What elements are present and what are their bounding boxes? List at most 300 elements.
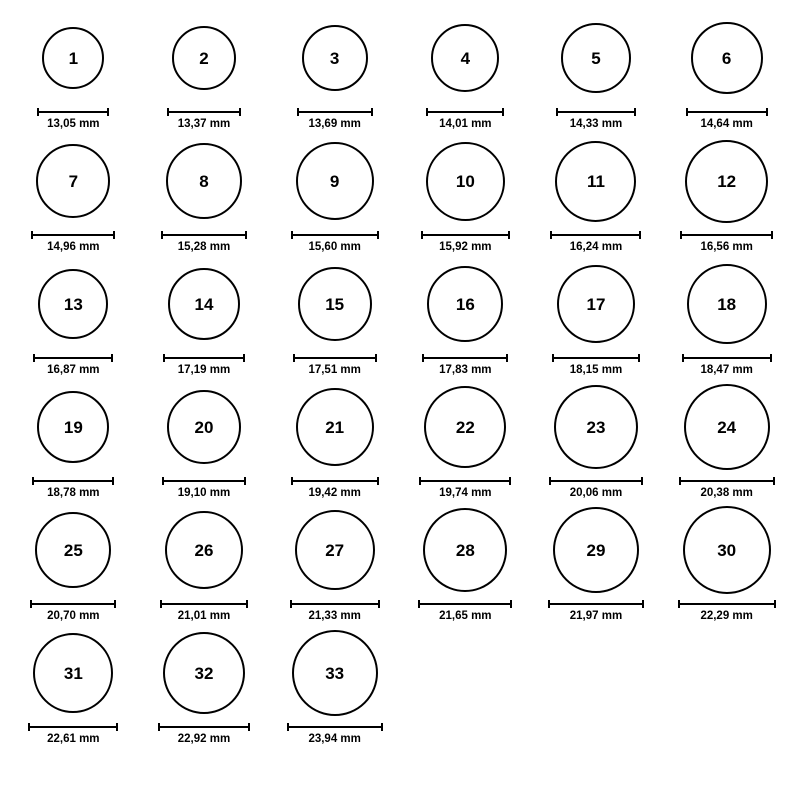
ring-size-cell[interactable] <box>269 133 400 256</box>
ring-circle-wrap <box>298 256 372 352</box>
ring-size-cell[interactable] <box>8 10 139 133</box>
caliper-tick-right <box>766 108 768 116</box>
caliper-tick-right <box>378 600 380 608</box>
ring-size-number: 18 <box>717 294 737 314</box>
ring-circle[interactable] <box>683 506 771 594</box>
caliper-tick-left <box>167 108 169 116</box>
ring-size-cell[interactable] <box>269 256 400 379</box>
ring-circle-wrap <box>684 379 770 475</box>
ring-circle-wrap <box>691 10 763 106</box>
caliper-icon <box>287 723 383 731</box>
ring-size-number: 6 <box>721 48 732 68</box>
caliper-tick-left <box>552 354 554 362</box>
caliper-bar <box>419 480 511 482</box>
caliper-bar <box>552 357 640 359</box>
ring-circle-wrap <box>42 10 104 106</box>
caliper-tick-right <box>243 354 245 362</box>
caliper-tick-right <box>244 477 246 485</box>
caliper-tick-right <box>371 108 373 116</box>
caliper-icon <box>679 477 775 485</box>
caliper-tick-right <box>510 600 512 608</box>
ring-size-cell[interactable] <box>139 10 270 133</box>
ring-circle-wrap <box>427 256 503 352</box>
caliper-icon <box>293 354 377 362</box>
ring-circle-wrap <box>685 133 768 229</box>
ring-grid <box>8 10 792 748</box>
ring-measurement <box>291 477 379 500</box>
caliper-tick-left <box>163 354 165 362</box>
ring-circle-wrap <box>296 379 374 475</box>
caliper-icon <box>291 231 379 239</box>
ring-diameter-label: 20,06 mm <box>569 487 623 499</box>
caliper-bar <box>163 357 245 359</box>
caliper-tick-right <box>641 477 643 485</box>
ring-measurement <box>162 477 246 500</box>
caliper-bar <box>167 111 241 113</box>
ring-circle[interactable] <box>298 267 372 341</box>
caliper-tick-right <box>502 108 504 116</box>
ring-diameter-label: 19,10 mm <box>177 487 231 499</box>
caliper-tick-left <box>297 108 299 116</box>
caliper-tick-right <box>642 600 644 608</box>
caliper-icon <box>37 108 109 116</box>
ring-circle[interactable] <box>691 22 763 94</box>
ring-measurement <box>30 600 116 623</box>
ring-circle-wrap <box>36 133 110 229</box>
ring-measurement <box>163 354 245 377</box>
ring-size-cell[interactable] <box>400 502 531 625</box>
ring-circle-wrap <box>561 10 631 106</box>
ring-diameter-label: 13,69 mm <box>308 118 361 130</box>
ring-size-cell[interactable] <box>269 502 400 625</box>
caliper-bar <box>32 480 114 482</box>
ring-circle-wrap <box>295 502 375 598</box>
caliper-bar <box>160 603 248 605</box>
ring-measurement <box>28 723 118 746</box>
caliper-tick-right <box>381 723 383 731</box>
caliper-bar <box>550 234 641 236</box>
caliper-bar <box>287 726 383 728</box>
caliper-tick-right <box>509 477 511 485</box>
ring-circle[interactable] <box>684 384 770 470</box>
caliper-tick-right <box>377 477 379 485</box>
caliper-tick-right <box>508 231 510 239</box>
ring-size-number: 20 <box>194 417 214 437</box>
caliper-tick-right <box>107 108 109 116</box>
ring-circle[interactable] <box>427 266 503 342</box>
ring-size-cell[interactable] <box>269 625 400 748</box>
caliper-bar <box>549 480 643 482</box>
caliper-icon <box>291 477 379 485</box>
ring-diameter-label: 20,38 mm <box>700 487 753 499</box>
ring-circle-wrap <box>683 502 771 598</box>
caliper-tick-right <box>639 231 641 239</box>
caliper-bar <box>293 357 377 359</box>
caliper-bar <box>161 234 247 236</box>
ring-size-cell[interactable] <box>400 10 531 133</box>
ring-size-cell[interactable] <box>531 502 662 625</box>
ring-size-cell[interactable] <box>531 256 662 379</box>
ring-circle-wrap <box>163 625 245 721</box>
caliper-tick-right <box>638 354 640 362</box>
caliper-tick-left <box>287 723 289 731</box>
ring-circle-wrap <box>296 133 374 229</box>
ring-circle[interactable] <box>292 630 378 716</box>
ring-measurement <box>297 108 373 131</box>
caliper-bar <box>678 603 776 605</box>
caliper-icon <box>426 108 504 116</box>
ring-circle[interactable] <box>172 26 236 90</box>
caliper-bar <box>291 234 379 236</box>
caliper-bar <box>422 357 508 359</box>
caliper-tick-right <box>773 477 775 485</box>
ring-circle-wrap <box>554 379 638 475</box>
ring-size-number: 31 <box>63 663 83 683</box>
caliper-icon <box>158 723 250 731</box>
ring-circle[interactable] <box>296 388 374 466</box>
caliper-tick-left <box>293 354 295 362</box>
ring-size-number: 8 <box>199 171 209 191</box>
ring-circle[interactable] <box>557 265 635 343</box>
ring-diameter-label: 21,65 mm <box>439 610 492 622</box>
ring-circle-wrap <box>167 379 241 475</box>
ring-diameter-label: 17,19 mm <box>177 364 231 376</box>
ring-circle-wrap <box>557 256 635 352</box>
ring-diameter-label: 14,64 mm <box>700 118 753 130</box>
ring-size-cell[interactable] <box>139 133 270 256</box>
caliper-bar <box>291 480 379 482</box>
ring-circle[interactable] <box>168 268 240 340</box>
ring-size-number: 4 <box>460 48 471 68</box>
caliper-bar <box>421 234 510 236</box>
ring-measurement <box>158 723 250 746</box>
ring-diameter-label: 15,28 mm <box>177 241 231 253</box>
ring-size-number: 11 <box>586 171 605 191</box>
caliper-tick-left <box>548 600 550 608</box>
ring-measurement <box>548 600 644 623</box>
caliper-bar <box>679 480 775 482</box>
ring-measurement <box>549 477 643 500</box>
ring-size-cell[interactable] <box>269 10 400 133</box>
ring-circle[interactable] <box>165 511 243 589</box>
ring-circle[interactable] <box>295 510 375 590</box>
ring-circle[interactable] <box>424 386 506 468</box>
ring-diameter-label: 21,97 mm <box>569 610 623 622</box>
caliper-bar <box>418 603 512 605</box>
ring-measurement <box>291 231 379 254</box>
caliper-tick-right <box>116 723 118 731</box>
caliper-tick-left <box>422 354 424 362</box>
ring-measurement <box>290 600 380 623</box>
ring-circle-wrap <box>426 133 505 229</box>
ring-measurement <box>686 108 768 131</box>
caliper-tick-left <box>161 231 163 239</box>
ring-measurement <box>418 600 512 623</box>
ring-circle-wrap <box>553 502 639 598</box>
caliper-bar <box>426 111 504 113</box>
ring-measurement <box>422 354 508 377</box>
caliper-icon <box>550 231 641 239</box>
caliper-bar <box>556 111 636 113</box>
ring-diameter-label: 16,24 mm <box>569 241 623 253</box>
ring-measurement <box>426 108 504 131</box>
ring-circle[interactable] <box>37 391 109 463</box>
ring-size-number: 24 <box>717 417 737 437</box>
caliper-icon <box>28 723 118 731</box>
ring-circle[interactable] <box>36 144 110 218</box>
ring-diameter-label: 18,15 mm <box>569 364 623 376</box>
ring-size-cell[interactable] <box>400 133 531 256</box>
ring-circle-wrap <box>555 133 636 229</box>
ring-diameter-label: 13,37 mm <box>177 118 231 130</box>
ring-size-number: 22 <box>455 417 475 437</box>
caliper-bar <box>28 726 118 728</box>
caliper-tick-right <box>112 477 114 485</box>
caliper-tick-right <box>245 231 247 239</box>
ring-circle[interactable] <box>35 512 111 588</box>
ring-size-number: 21 <box>325 417 345 437</box>
caliper-tick-left <box>290 600 292 608</box>
ring-circle-wrap <box>424 379 506 475</box>
ring-size-cell[interactable] <box>139 625 270 748</box>
ring-size-number: 10 <box>455 171 475 191</box>
caliper-tick-right <box>774 600 776 608</box>
ring-measurement <box>33 354 113 377</box>
caliper-tick-left <box>549 477 551 485</box>
ring-circle[interactable] <box>167 390 241 464</box>
caliper-tick-left <box>556 108 558 116</box>
ring-circle[interactable] <box>426 142 505 221</box>
ring-size-cell[interactable] <box>8 256 139 379</box>
ring-size-cell[interactable] <box>400 256 531 379</box>
ring-circle-wrap <box>35 502 111 598</box>
caliper-tick-left <box>33 354 35 362</box>
caliper-tick-left <box>291 477 293 485</box>
caliper-icon <box>419 477 511 485</box>
ring-circle[interactable] <box>296 142 374 220</box>
caliper-tick-left <box>32 477 34 485</box>
ring-size-number: 25 <box>63 540 83 560</box>
caliper-tick-left <box>160 600 162 608</box>
caliper-icon <box>678 600 776 608</box>
caliper-icon <box>549 477 643 485</box>
ring-size-number: 16 <box>455 294 475 314</box>
ring-circle[interactable] <box>555 141 636 222</box>
caliper-icon <box>290 600 380 608</box>
ring-diameter-label: 17,83 mm <box>439 364 492 376</box>
ring-measurement <box>31 231 115 254</box>
ring-size-cell[interactable] <box>139 256 270 379</box>
ring-size-cell[interactable] <box>531 10 662 133</box>
ring-circle-wrap <box>302 10 368 106</box>
ring-size-cell[interactable] <box>661 133 792 256</box>
caliper-icon <box>33 354 113 362</box>
caliper-tick-right <box>114 600 116 608</box>
caliper-bar <box>31 234 115 236</box>
caliper-icon <box>421 231 510 239</box>
caliper-bar <box>158 726 250 728</box>
ring-size-number: 30 <box>717 540 737 560</box>
ring-circle[interactable] <box>423 508 507 592</box>
ring-measurement <box>419 477 511 500</box>
ring-diameter-label: 22,61 mm <box>47 733 100 745</box>
ring-measurement <box>421 231 510 254</box>
ring-diameter-label: 19,74 mm <box>439 487 492 499</box>
ring-size-number: 7 <box>68 171 79 191</box>
caliper-icon <box>422 354 508 362</box>
ring-diameter-label: 22,29 mm <box>700 610 753 622</box>
caliper-icon <box>680 231 773 239</box>
ring-diameter-label: 16,56 mm <box>700 241 753 253</box>
caliper-tick-left <box>162 477 164 485</box>
caliper-icon <box>548 600 644 608</box>
caliper-tick-left <box>680 231 682 239</box>
ring-measurement <box>682 354 772 377</box>
caliper-bar <box>30 603 116 605</box>
ring-diameter-label: 17,51 mm <box>308 364 361 376</box>
caliper-icon <box>161 231 247 239</box>
caliper-icon <box>297 108 373 116</box>
caliper-tick-right <box>375 354 377 362</box>
ring-circle[interactable] <box>302 25 368 91</box>
ring-size-number: 3 <box>329 48 340 68</box>
ring-measurement <box>167 108 241 131</box>
ring-circle[interactable] <box>431 24 499 92</box>
caliper-icon <box>682 354 772 362</box>
ring-size-cell[interactable] <box>400 379 531 502</box>
caliper-tick-left <box>686 108 688 116</box>
ring-diameter-label: 21,33 mm <box>308 610 361 622</box>
ring-circle-wrap <box>172 10 236 106</box>
ring-size-cell[interactable] <box>661 10 792 133</box>
ring-circle[interactable] <box>33 633 113 713</box>
ring-size-cell[interactable] <box>269 379 400 502</box>
ring-circle-wrap <box>423 502 507 598</box>
caliper-tick-right <box>248 723 250 731</box>
ring-circle-wrap <box>431 10 499 106</box>
ring-size-number: 5 <box>591 48 601 68</box>
ring-diameter-label: 13,05 mm <box>47 118 100 130</box>
ring-size-number: 2 <box>199 48 209 68</box>
ring-circle[interactable] <box>42 27 104 89</box>
ring-size-cell[interactable] <box>139 502 270 625</box>
caliper-tick-right <box>770 354 772 362</box>
ring-measurement <box>37 108 109 131</box>
caliper-tick-right <box>506 354 508 362</box>
ring-measurement <box>293 354 377 377</box>
ring-circle[interactable] <box>38 269 108 339</box>
ring-measurement <box>552 354 640 377</box>
ring-circle-wrap <box>687 256 767 352</box>
ring-size-number: 13 <box>63 294 83 314</box>
ring-circle[interactable] <box>166 143 242 219</box>
ring-size-number: 9 <box>329 171 340 191</box>
caliper-icon <box>160 600 248 608</box>
caliper-icon <box>162 477 246 485</box>
caliper-tick-left <box>30 600 32 608</box>
ring-size-cell[interactable] <box>8 502 139 625</box>
ring-diameter-label: 18,78 mm <box>47 487 100 499</box>
caliper-bar <box>548 603 644 605</box>
ring-size-number: 28 <box>455 540 475 560</box>
caliper-tick-right <box>771 231 773 239</box>
caliper-tick-left <box>418 600 420 608</box>
caliper-bar <box>37 111 109 113</box>
ring-circle[interactable] <box>687 264 767 344</box>
ring-measurement <box>287 723 383 746</box>
ring-size-number: 19 <box>63 417 83 437</box>
ring-size-cell[interactable] <box>8 379 139 502</box>
ring-size-number: 17 <box>586 294 606 314</box>
caliper-tick-right <box>111 354 113 362</box>
ring-circle[interactable] <box>685 140 768 223</box>
caliper-tick-left <box>421 231 423 239</box>
caliper-icon <box>167 108 241 116</box>
caliper-bar <box>682 357 772 359</box>
caliper-icon <box>418 600 512 608</box>
ring-circle[interactable] <box>163 632 245 714</box>
ring-circle[interactable] <box>561 23 631 93</box>
caliper-tick-left <box>682 354 684 362</box>
ring-measurement <box>679 477 775 500</box>
ring-diameter-label: 20,70 mm <box>47 610 100 622</box>
ring-measurement <box>556 108 636 131</box>
caliper-icon <box>552 354 640 362</box>
caliper-icon <box>30 600 116 608</box>
caliper-bar <box>33 357 113 359</box>
ring-measurement <box>32 477 114 500</box>
ring-diameter-label: 14,01 mm <box>439 118 492 130</box>
caliper-tick-right <box>634 108 636 116</box>
ring-circle-wrap <box>37 379 109 475</box>
ring-size-number: 26 <box>194 540 214 560</box>
ring-measurement <box>678 600 776 623</box>
caliper-tick-left <box>291 231 293 239</box>
caliper-tick-right <box>113 231 115 239</box>
caliper-bar <box>290 603 380 605</box>
ring-size-cell[interactable] <box>531 379 662 502</box>
caliper-tick-right <box>246 600 248 608</box>
ring-size-number: 1 <box>68 48 79 68</box>
ring-circle[interactable] <box>553 507 639 593</box>
ring-size-cell[interactable] <box>661 379 792 502</box>
ring-diameter-label: 15,92 mm <box>439 241 492 253</box>
ring-size-cell[interactable] <box>8 625 139 748</box>
ring-size-cell[interactable] <box>661 256 792 379</box>
ring-size-cell[interactable] <box>531 133 662 256</box>
caliper-tick-left <box>158 723 160 731</box>
ring-measurement <box>160 600 248 623</box>
caliper-icon <box>686 108 768 116</box>
ring-size-cell[interactable] <box>661 502 792 625</box>
ring-circle-wrap <box>165 502 243 598</box>
caliper-icon <box>556 108 636 116</box>
ring-measurement <box>550 231 641 254</box>
ring-measurement <box>680 231 773 254</box>
caliper-tick-right <box>239 108 241 116</box>
ring-diameter-label: 18,47 mm <box>700 364 753 376</box>
ring-size-cell[interactable] <box>139 379 270 502</box>
ring-circle-wrap <box>166 133 242 229</box>
ring-size-number: 32 <box>194 663 214 683</box>
ring-circle[interactable] <box>554 385 638 469</box>
ring-size-number: 12 <box>717 171 737 191</box>
ring-size-cell[interactable] <box>8 133 139 256</box>
ring-diameter-label: 14,33 mm <box>569 118 623 130</box>
ring-size-number: 29 <box>586 540 606 560</box>
ring-diameter-label: 23,94 mm <box>308 733 361 745</box>
ring-diameter-label: 22,92 mm <box>177 733 231 745</box>
